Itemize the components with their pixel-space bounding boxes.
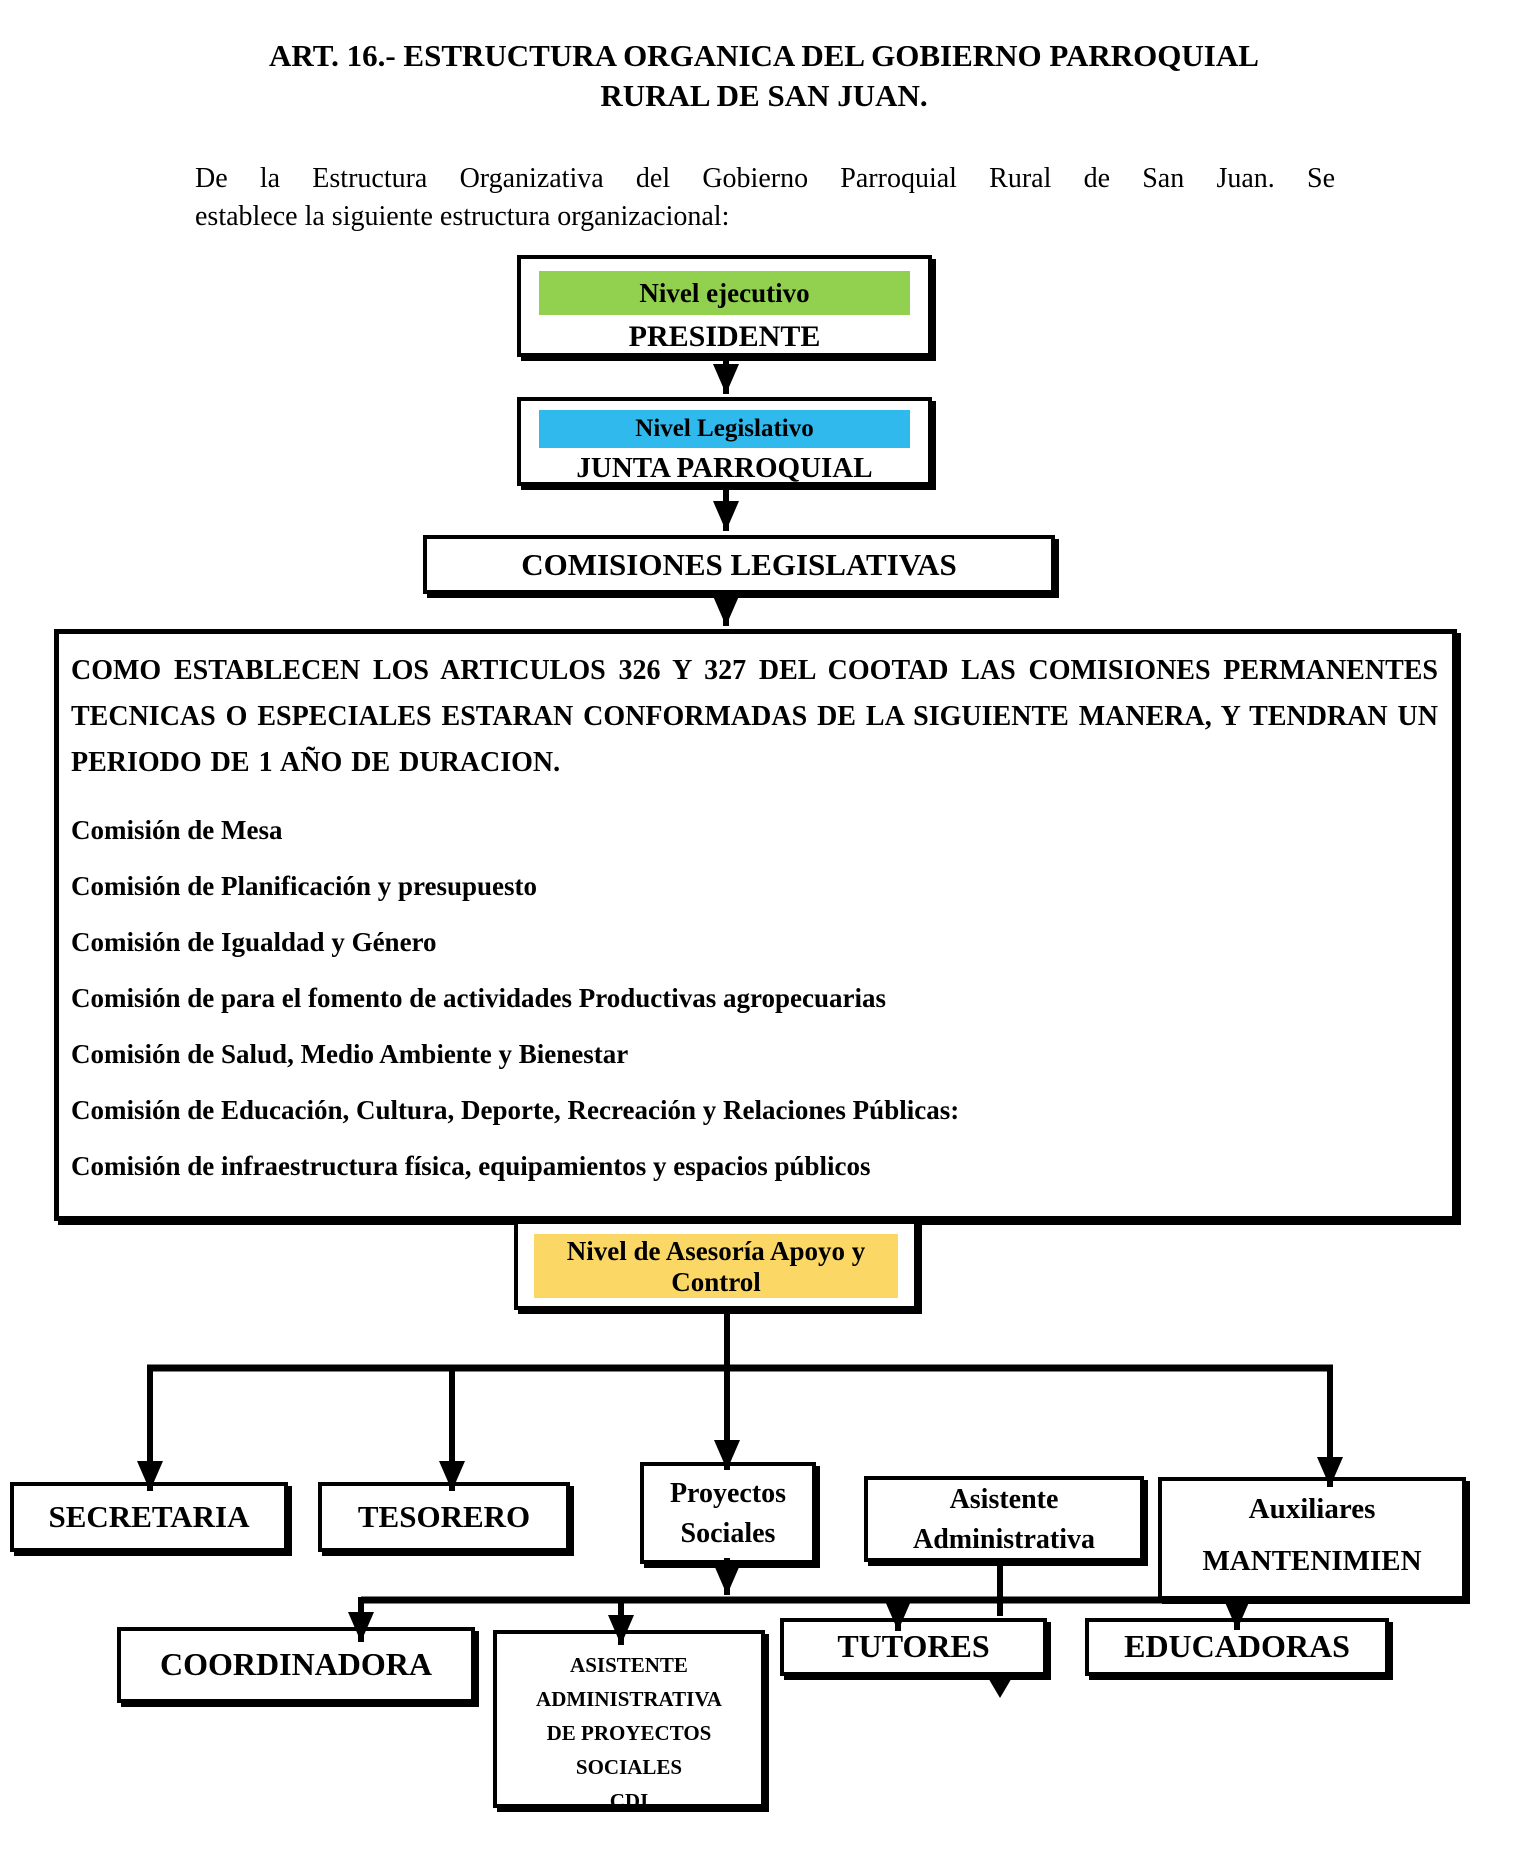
proyectos-line1: Proyectos [669,1478,787,1509]
asistente-line1: Asistente [949,1484,1059,1515]
asistente-line2: Administrativa [913,1524,1095,1555]
node-nivel-asesoria [514,1220,918,1310]
node-asistente-administrativa [864,1476,1144,1562]
cdi-line3: DE PROYECTOS [546,1721,712,1745]
article-title-line2: RURAL DE SAN JUAN. [600,78,928,113]
node-tutores: TUTORES [780,1618,1047,1676]
advisory-level-highlight [534,1234,898,1298]
advisory-label-line1: Nivel de Asesoría Apoyo y [566,1236,866,1266]
executive-role-label: PRESIDENTE [628,320,821,353]
auxiliares-line1: Auxiliares [1248,1493,1376,1525]
legislative-level-highlight: Nivel Legislativo [539,410,910,448]
cdi-line5: CDI [609,1789,649,1813]
article-title-line1: ART. 16.- ESTRUCTURA ORGANICA DEL GOBIERNO PARROQUIAL [269,38,1259,73]
commission-item: Comisión de Planificación y presupuesto [71,871,538,901]
intro-line1: De la Estructura Organizativa del Gobierno Parroquial Rural de San Juan. Se [195,163,1335,194]
auxiliares-line2: MANTENIMIEN [1202,1545,1422,1577]
node-proyectos-sociales [640,1462,816,1564]
commission-item: Comisión de Igualdad y Género [71,927,437,957]
commission-item: Comisión de Salud, Medio Ambiente y Bienestar [71,1039,629,1069]
executive-level-highlight: Nivel ejecutivo [539,271,910,315]
node-comisiones-legislativas: COMISIONES LEGISLATIVAS [423,535,1055,594]
commissions-list [71,802,1438,1194]
commission-item: Comisión de para el fomento de actividades Productivas agropecuarias [71,983,886,1013]
node-educadoras: EDUCADORAS [1085,1618,1389,1676]
proyectos-line2: Sociales [680,1518,776,1549]
cdi-line2: ADMINISTRATIVA [536,1687,722,1711]
commissions-detail-box [54,629,1457,1221]
commissions-note: COMO ESTABLECEN LOS ARTICULOS 326 Y 327 DEL COOTAD LAS COMISIONES PERMANENTES TECNICAS O ESPECIALES ESTARAN CONFORMADAS DE LA SIGUIENTE MANERA, Y TENDRAN UN PERIODO DE 1 AÑO DE DURACION. [71,655,1438,778]
arrowhead-below-tutores [987,1676,1013,1698]
node-auxiliares-mantenimiento [1158,1477,1466,1600]
intro-paragraph [195,160,1335,236]
node-presidente [517,255,932,357]
intro-line2: establece la siguiente estructura organizacional: [195,201,730,232]
node-coordinadora: COORDINADORA [117,1627,475,1703]
commission-item: Comisión de Educación, Cultura, Deporte, Recreación y Relaciones Públicas: [71,1095,960,1125]
node-tesorero: TESORERO [318,1482,570,1552]
article-title [29,36,1499,116]
legislative-role-label: JUNTA PARROQUIAL [576,452,873,484]
cdi-line1: ASISTENTE [570,1653,688,1677]
node-asistente-proyectos-cdi [493,1630,765,1813]
commission-item: Comisión de Mesa [71,815,283,845]
advisory-label-line2: Control [671,1267,761,1297]
node-junta-parroquial [517,397,932,486]
node-secretaria: SECRETARIA [10,1482,288,1552]
commission-item: Comisión de infraestructura física, equipamientos y espacios públicos [71,1151,871,1181]
cdi-line4: SOCIALES [575,1755,683,1779]
